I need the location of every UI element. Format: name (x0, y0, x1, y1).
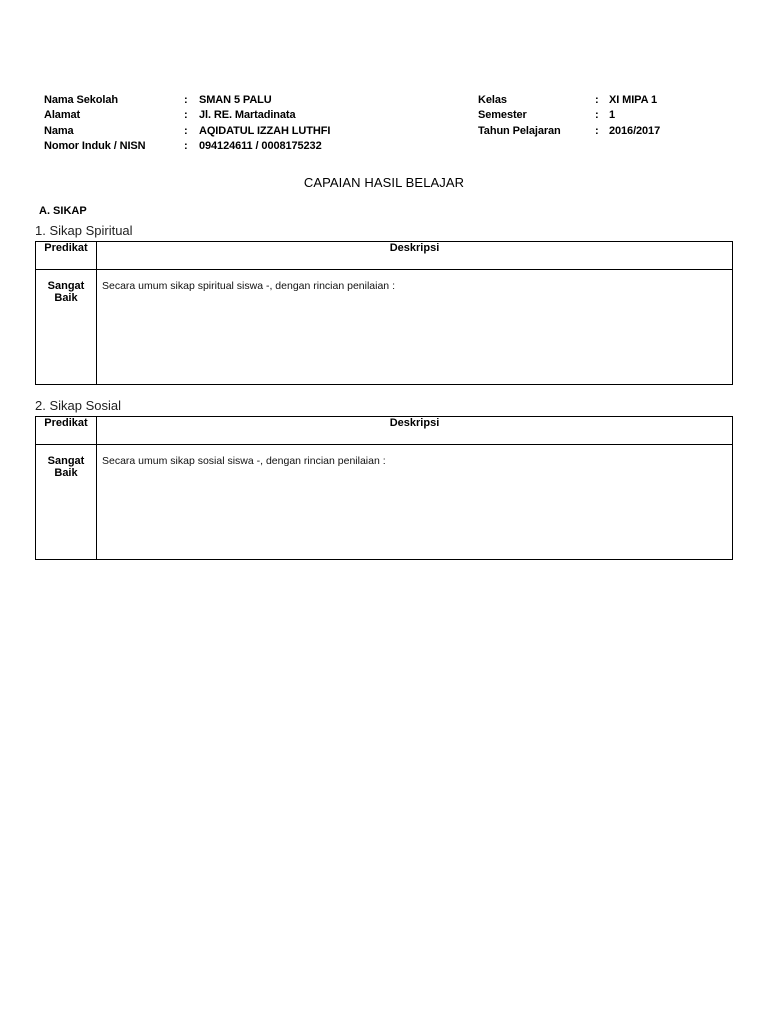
separator: : (595, 109, 599, 122)
separator: : (595, 94, 599, 106)
document-title: CAPAIAN HASIL BELAJAR (303, 175, 465, 190)
separator: : (184, 94, 188, 106)
social-heading: 2. Sikap Sosial (35, 398, 121, 413)
address-label: Alamat (44, 109, 81, 122)
class-value: XI MIPA 1 (609, 94, 657, 106)
student-name-label: Nama (44, 124, 74, 137)
deskripsi-column-header: Deskripsi (97, 417, 733, 445)
info-row-address (44, 108, 330, 123)
info-row-nisn (44, 139, 330, 154)
info-row-name (44, 124, 330, 139)
spiritual-description-cell: Secara umum sikap spiritual siswa -, dengan rincian penilaian : (97, 270, 733, 385)
table-header-row (36, 417, 733, 445)
deskripsi-column-header: Deskripsi (97, 242, 733, 270)
class-label: Kelas (478, 94, 507, 106)
predikat-cell (36, 270, 97, 385)
info-row-class (478, 93, 660, 108)
social-table (35, 416, 733, 560)
table-header-row (36, 242, 733, 270)
spiritual-heading: 1. Sikap Spiritual (35, 223, 133, 238)
separator: : (595, 124, 599, 137)
address-value: Jl. RE. Martadinata (199, 109, 296, 122)
semester-label: Semester (478, 109, 527, 122)
table-row (36, 270, 733, 385)
social-description-cell: Secara umum sikap sosial siswa -, dengan rincian penilaian : (97, 445, 733, 560)
student-id-label: Nomor Induk / NISN (44, 139, 146, 152)
student-info-right (478, 93, 660, 139)
separator: : (184, 124, 188, 137)
section-heading-sikap: A. SIKAP (39, 205, 87, 217)
student-info-left (44, 93, 330, 154)
student-id-value: 094124611 / 0008175232 (199, 139, 322, 152)
social-predikat-value: Sangat Baik (47, 455, 85, 479)
predikat-column-header: Predikat (36, 417, 97, 445)
predikat-cell (36, 445, 97, 560)
separator: : (184, 139, 188, 152)
separator: : (184, 109, 188, 122)
spiritual-predikat-value: Sangat Baik (47, 280, 85, 304)
semester-value: 1 (609, 109, 616, 122)
info-row-school (44, 93, 330, 108)
spiritual-table (35, 241, 733, 385)
academic-year-label: Tahun Pelajaran (478, 124, 561, 137)
school-name-value: SMAN 5 PALU (199, 94, 272, 106)
student-name-value: AQIDATUL IZZAH LUTHFI (199, 124, 331, 137)
school-name-label: Nama Sekolah (44, 94, 119, 106)
table-row (36, 445, 733, 560)
info-row-year (478, 124, 660, 139)
predikat-column-header: Predikat (36, 242, 97, 270)
info-row-semester (478, 108, 660, 123)
academic-year-value: 2016/2017 (609, 124, 661, 137)
